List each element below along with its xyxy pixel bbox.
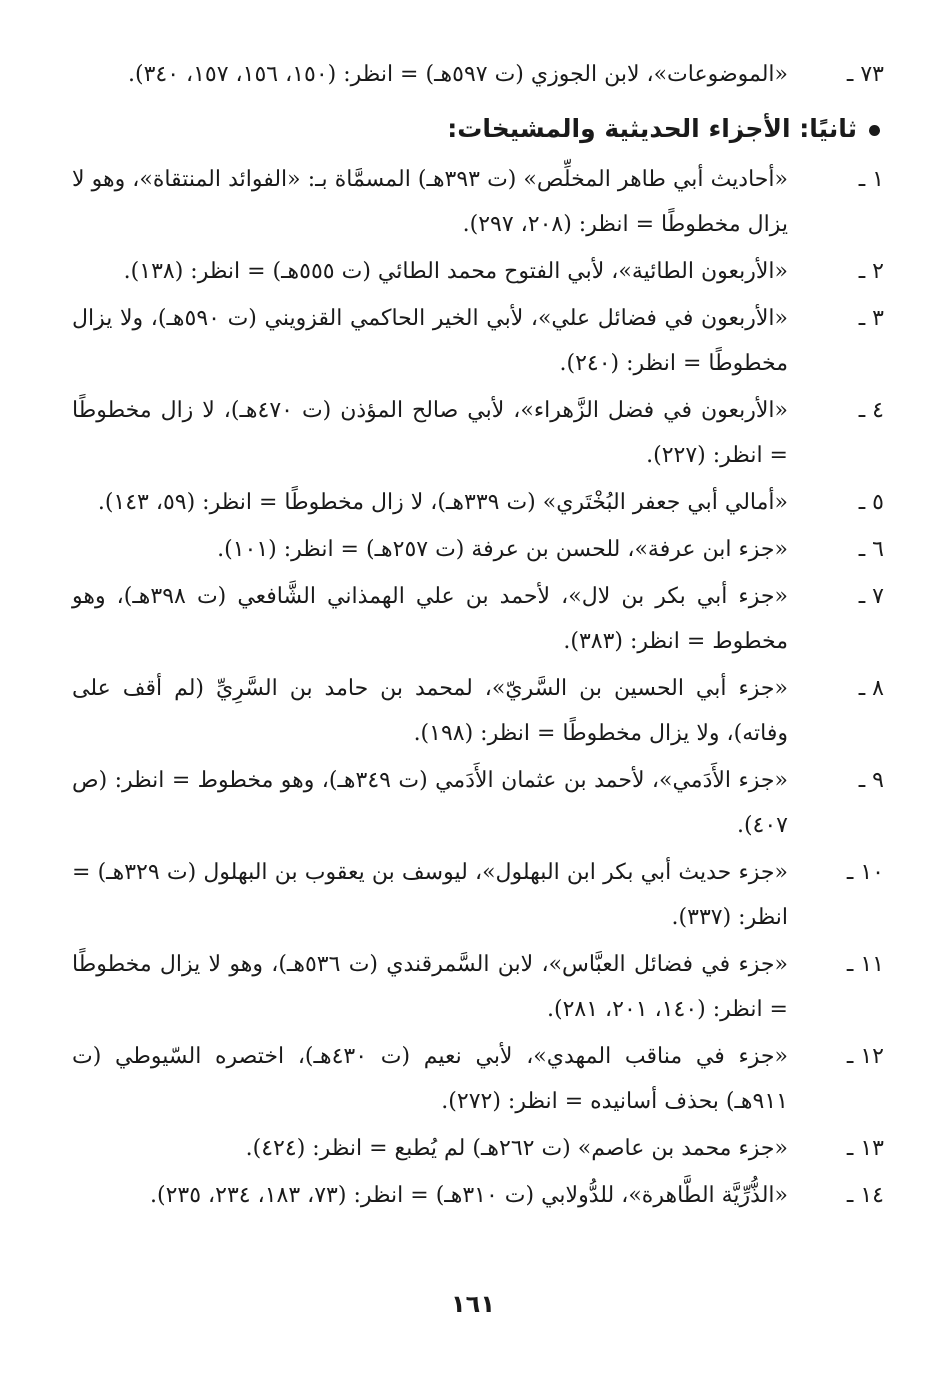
- list-item: [72, 942, 884, 1032]
- page-body: [72, 52, 884, 1218]
- entry-text: «جزء أبي بكر بن لال»، لأحمد بن علي الهمذاني الشَّافعي (ت ٣٩٨هـ)، وهو مخطوط = انظر: (٣٨٣).: [72, 584, 788, 654]
- entry-number: ١٣ ـ: [846, 1136, 884, 1161]
- entry-number: ٢ ـ: [858, 259, 884, 284]
- entry-text: «جزء محمد بن عاصم» (ت ٢٦٢هـ) لم يُطبع = انظر: (٤٢٤).: [245, 1136, 788, 1161]
- entry-text: «جزء في مناقب المهدي»، لأبي نعيم (ت ٤٣٠هـ)، اختصره السّيوطي (ت ٩١١هـ) بحذف أسانيده = انظر: (٢٧٢).: [72, 1044, 788, 1114]
- list-item: [72, 249, 884, 294]
- entry-73: [72, 52, 884, 97]
- list-item: [72, 1173, 884, 1218]
- entry-text: «جزء أبي الحسين بن السَّريّ»، لمحمد بن حامد بن السَّرِيِّ (لم أقف على وفاته)، ولا يزال مخطوطًا = انظر: (١٩٨).: [72, 676, 788, 746]
- list-item: [72, 574, 884, 664]
- list-item: [72, 296, 884, 386]
- entry-text: «أحاديث أبي طاهر المخلِّص» (ت ٣٩٣هـ) المسمَّاة بـ: «الفوائد المنتقاة»، وهو لا يزال مخطوطًا = انظر: (٢٠٨، ٢٩٧).: [72, 167, 788, 237]
- entry-text: «جزء في فضائل العبَّاس»، لابن السَّمرقندي (ت ٥٣٦هـ)، وهو لا يزال مخطوطًا = انظر: (١٤٠، ٢٠١، ٢٨١).: [72, 952, 788, 1022]
- entry-text: «الأربعون في فضل الزَّهراء»، لأبي صالح المؤذن (ت ٤٧٠هـ)، لا زال مخطوطًا = انظر: (٢٢٧).: [72, 398, 788, 468]
- entry-number: ٥ ـ: [858, 490, 884, 515]
- entry-text: «جزء ابن عرفة»، للحسن بن عرفة (ت ٢٥٧هـ) = انظر: (١٠١).: [217, 537, 788, 562]
- entry-text: «جزء الأَدَمي»، لأحمد بن عثمان الأَدَمي (ت ٣٤٩هـ)، وهو مخطوط = انظر: (ص ٤٠٧).: [72, 768, 788, 838]
- list-item: [72, 758, 884, 848]
- entry-number: ١٤ ـ: [846, 1183, 884, 1208]
- entry-text: «الأربعون الطائية»، لأبي الفتوح محمد الطائي (ت ٥٥٥هـ) = انظر: (١٣٨).: [123, 259, 788, 284]
- entry-number: ١٠ ـ: [846, 860, 884, 885]
- entry-number: ٦ ـ: [858, 537, 884, 562]
- entry-text: «الأربعون في فضائل علي»، لأبي الخير الحاكمي القزويني (ت ٥٩٠هـ)، ولا يزال مخطوطًا = انظر: (٢٤٠).: [72, 306, 788, 376]
- entry-number: ٨ ـ: [858, 676, 884, 701]
- entry-number: ١١ ـ: [846, 952, 884, 977]
- entry-number: ١ ـ: [858, 167, 884, 192]
- list-item: [72, 1034, 884, 1124]
- entry-text: «جزء حديث أبي بكر ابن البهلول»، ليوسف بن يعقوب بن البهلول (ت ٣٢٩هـ) = انظر: (٣٣٧).: [72, 860, 788, 930]
- entry-number: ٩ ـ: [858, 768, 884, 793]
- entry-number: ٣ ـ: [858, 306, 884, 331]
- page-number: ١٦١: [451, 1290, 495, 1318]
- entry-number: ٧٣ ـ: [846, 62, 884, 87]
- section-heading: [72, 103, 884, 155]
- list-item: [72, 850, 884, 940]
- list-item: [72, 157, 884, 247]
- entry-number: ٧ ـ: [858, 584, 884, 609]
- entries-list: [72, 157, 884, 1218]
- entry-text: «الموضوعات»، لابن الجوزي (ت ٥٩٧هـ) = انظر: (١٥٠، ١٥٦، ١٥٧، ٣٤٠).: [127, 62, 788, 87]
- entry-number: ١٢ ـ: [846, 1044, 884, 1069]
- bullet-icon: [869, 125, 880, 136]
- list-item: [72, 527, 884, 572]
- entry-text: «الذُّرِّيَّة الطَّاهرة»، للدُّولابي (ت ٣١٠هـ) = انظر: (٧٣، ١٨٣، ٢٣٤، ٢٣٥).: [150, 1183, 788, 1208]
- list-item: [72, 666, 884, 756]
- list-item: [72, 480, 884, 525]
- list-item: [72, 1126, 884, 1171]
- section-heading-text: ثانيًا: الأجزاء الحديثية والمشيخات:: [447, 114, 857, 143]
- list-item: [72, 388, 884, 478]
- entry-text: «أمالي أبي جعفر البُخْتَري» (ت ٣٣٩هـ)، لا زال مخطوطًا = انظر: (٥٩، ١٤٣).: [97, 490, 788, 515]
- entry-number: ٤ ـ: [858, 398, 884, 423]
